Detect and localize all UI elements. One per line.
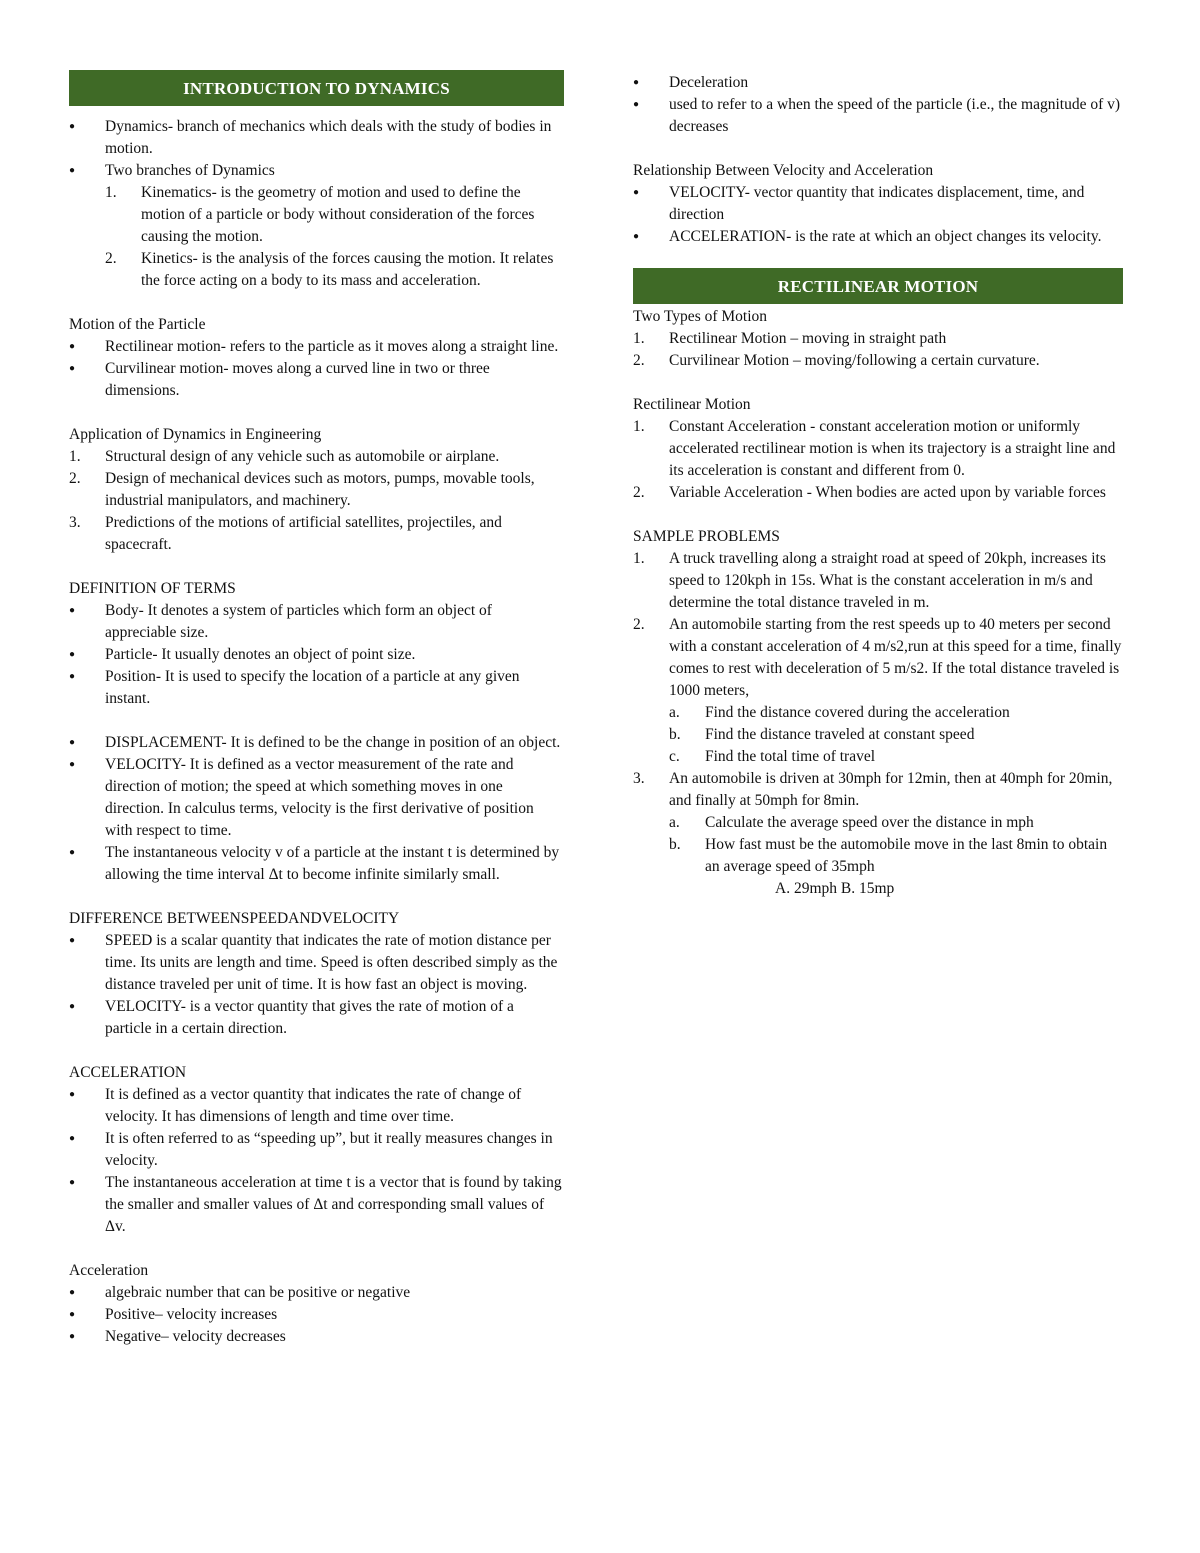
item-text: A truck travelling along a straight road at speed of 20kph, increases its speed to 120kph in 15s. What is the constant acceleration in m/s and determine the total distance traveled in m. — [669, 550, 1106, 611]
list-item: ● The instantaneous acceleration at time t is a vector that is found by taking the smaller and smaller values of Δt and corresponding small values of Δv. — [69, 1172, 564, 1238]
acceleration-list — [69, 1084, 564, 1238]
intro-list — [69, 116, 564, 182]
list-item: ● ACCELERATION- is the rate at which an object changes its velocity. — [633, 226, 1123, 248]
left-column — [69, 70, 564, 1348]
list-item: ● Rectilinear motion- refers to the particle as it moves along a straight line. — [69, 336, 564, 358]
list-item — [69, 446, 564, 468]
list-item — [69, 512, 564, 556]
list-item: ● Deceleration — [633, 72, 1123, 94]
difference-heading: DIFFERENCE BETWEENSPEEDANDVELOCITY — [69, 910, 400, 927]
acceleration2-heading: Acceleration — [69, 1262, 149, 1279]
list-item: ● Dynamics- branch of mechanics which deals with the study of bodies in motion. — [69, 116, 564, 160]
acceleration2-list — [69, 1282, 564, 1348]
list-item — [669, 812, 1123, 834]
list-item: ● Negative– velocity decreases — [69, 1326, 564, 1348]
answer-line: A. 29mph B. 15mp — [775, 880, 895, 897]
item-letter: a. — [669, 814, 680, 831]
problem2-sublist — [669, 702, 1123, 768]
list-item: ● The instantaneous velocity v of a particle at the instant t is determined by allowing the time interval Δt to become infinite similarly small. — [69, 842, 564, 886]
list-item: ● Positive– velocity increases — [69, 1304, 564, 1326]
list-item: ● It is often referred to as “speeding up”, but it really measures changes in velocity. — [69, 1128, 564, 1172]
list-item: ● SPEED is a scalar quantity that indicates the rate of motion distance per time. Its units are length and time. Speed is often described simply as the distance traveled per unit of time. It is how fast an object is moving. — [69, 930, 564, 996]
problems-list-continued — [633, 768, 1123, 812]
rectilinear-heading: Rectilinear Motion — [633, 396, 751, 413]
acceleration-heading: ACCELERATION — [69, 1064, 187, 1081]
item-text: Rectilinear Motion – moving in straight path — [669, 330, 947, 347]
item-letter: a. — [669, 704, 680, 721]
item-number: 1. — [69, 448, 81, 465]
item-letter: b. — [669, 726, 681, 743]
list-item: ● Curvilinear motion- moves along a curved line in two or three dimensions. — [69, 358, 564, 402]
item-text: Find the distance covered during the acceleration — [705, 704, 1010, 721]
list-item — [669, 702, 1123, 724]
types-list — [633, 328, 1123, 372]
item-number: 1. — [633, 330, 645, 347]
item-number: 1. — [633, 418, 645, 435]
item-letter: b. — [669, 836, 681, 853]
item-text: Constant Acceleration - constant acceleration motion or uniformly accelerated rectilinear motion is when its trajectory is a straight line and its acceleration is constant and different from 0. — [669, 418, 1116, 479]
right-column — [633, 72, 1123, 900]
list-item: ● used to refer to a when the speed of the particle (i.e., the magnitude of v) decreases — [633, 94, 1123, 138]
branches-list — [105, 182, 564, 292]
list-item — [105, 248, 564, 292]
definition-list-a — [69, 600, 564, 710]
list-item: ● VELOCITY- vector quantity that indicates displacement, time, and direction — [633, 182, 1123, 226]
list-item: ● VELOCITY- is a vector quantity that gives the rate of motion of a particle in a certain direction. — [69, 996, 564, 1040]
item-text: Kinetics- is the analysis of the forces causing the motion. It relates the force acting on a body to its mass and acceleration. — [141, 250, 554, 289]
item-text: Find the distance traveled at constant speed — [705, 726, 975, 743]
problem3-sublist — [669, 812, 1123, 878]
types-heading: Two Types of Motion — [633, 308, 768, 325]
item-text: Structural design of any vehicle such as automobile or airplane. — [105, 448, 500, 465]
list-item — [669, 746, 1123, 768]
application-heading: Application of Dynamics in Engineering — [69, 426, 322, 443]
item-number: 2. — [633, 616, 645, 633]
list-item — [105, 182, 564, 248]
item-number: 2. — [633, 484, 645, 501]
list-item — [633, 350, 1123, 372]
item-text: An automobile is driven at 30mph for 12min, then at 40mph for 20min, and finally at 50mph for 8min. — [669, 770, 1113, 809]
sample-heading: SAMPLE PROBLEMS — [633, 528, 780, 545]
problems-list — [633, 548, 1123, 702]
definition-list-b — [69, 732, 564, 886]
item-number: 1. — [105, 184, 117, 201]
list-item: ● Particle- It usually denotes an object of point size. — [69, 644, 564, 666]
list-item — [69, 468, 564, 512]
relationship-heading: Relationship Between Velocity and Acceleration — [633, 162, 934, 179]
definition-heading: DEFINITION OF TERMS — [69, 580, 236, 597]
item-text: Kinematics- is the geometry of motion and used to define the motion of a particle or body without consideration of the forces causing the motion. — [141, 184, 535, 245]
rectilinear-list — [633, 416, 1123, 504]
item-text: Find the total time of travel — [705, 748, 876, 765]
list-item: ● Position- It is used to specify the location of a particle at any given instant. — [69, 666, 564, 710]
list-item: ● algebraic number that can be positive or negative — [69, 1282, 564, 1304]
list-item: ● Body- It denotes a system of particles which form an object of appreciable size. — [69, 600, 564, 644]
motion-list — [69, 336, 564, 402]
item-number: 3. — [69, 514, 81, 531]
list-item: ● VELOCITY- It is defined as a vector measurement of the rate and direction of motion; the speed at which something moves in one direction. In calculus terms, velocity is the first derivative of position with respect to time. — [69, 754, 564, 842]
problem-item — [633, 614, 1123, 702]
difference-list — [69, 930, 564, 1040]
item-number: 2. — [69, 470, 81, 487]
item-number: 2. — [105, 250, 117, 267]
list-item: ● It is defined as a vector quantity that indicates the rate of change of velocity. It has dimensions of length and time over time. — [69, 1084, 564, 1128]
item-text: How fast must be the automobile move in the last 8min to obtain an average speed of 35mph — [705, 836, 1108, 875]
item-number: 2. — [633, 352, 645, 369]
list-item — [669, 834, 1123, 878]
item-text: Predictions of the motions of artificial satellites, projectiles, and spacecraft. — [105, 514, 502, 553]
relationship-list — [633, 182, 1123, 248]
deceleration-list — [633, 72, 1123, 138]
list-item: ● Two branches of Dynamics — [69, 160, 564, 182]
item-letter: c. — [669, 748, 680, 765]
item-text: Calculate the average speed over the distance in mph — [705, 814, 1034, 831]
rectilinear-banner: RECTILINEAR MOTION — [633, 268, 1123, 304]
item-text: An automobile starting from the rest speeds up to 40 meters per second with a constant acceleration of 4 m/s2,run at this speed for a time, finally comes to rest with deceleration of 5 m/s2. If the total distance traveled is 1000 meters, — [669, 616, 1122, 699]
item-number: 1. — [633, 550, 645, 567]
problem-item — [633, 768, 1123, 812]
list-item — [669, 724, 1123, 746]
problem-item — [633, 548, 1123, 614]
list-item: ● DISPLACEMENT- It is defined to be the change in position of an object. — [69, 732, 564, 754]
motion-heading: Motion of the Particle — [69, 316, 206, 333]
item-text: Curvilinear Motion – moving/following a certain curvature. — [669, 352, 1040, 369]
list-item — [633, 416, 1123, 482]
item-text: Design of mechanical devices such as motors, pumps, movable tools, industrial manipulators, and machinery. — [105, 470, 535, 509]
item-text: Variable Acceleration - When bodies are acted upon by variable forces — [669, 484, 1106, 501]
intro-banner: INTRODUCTION TO DYNAMICS — [69, 70, 564, 106]
list-item — [633, 328, 1123, 350]
application-list — [69, 446, 564, 556]
list-item — [633, 482, 1123, 504]
item-number: 3. — [633, 770, 645, 787]
